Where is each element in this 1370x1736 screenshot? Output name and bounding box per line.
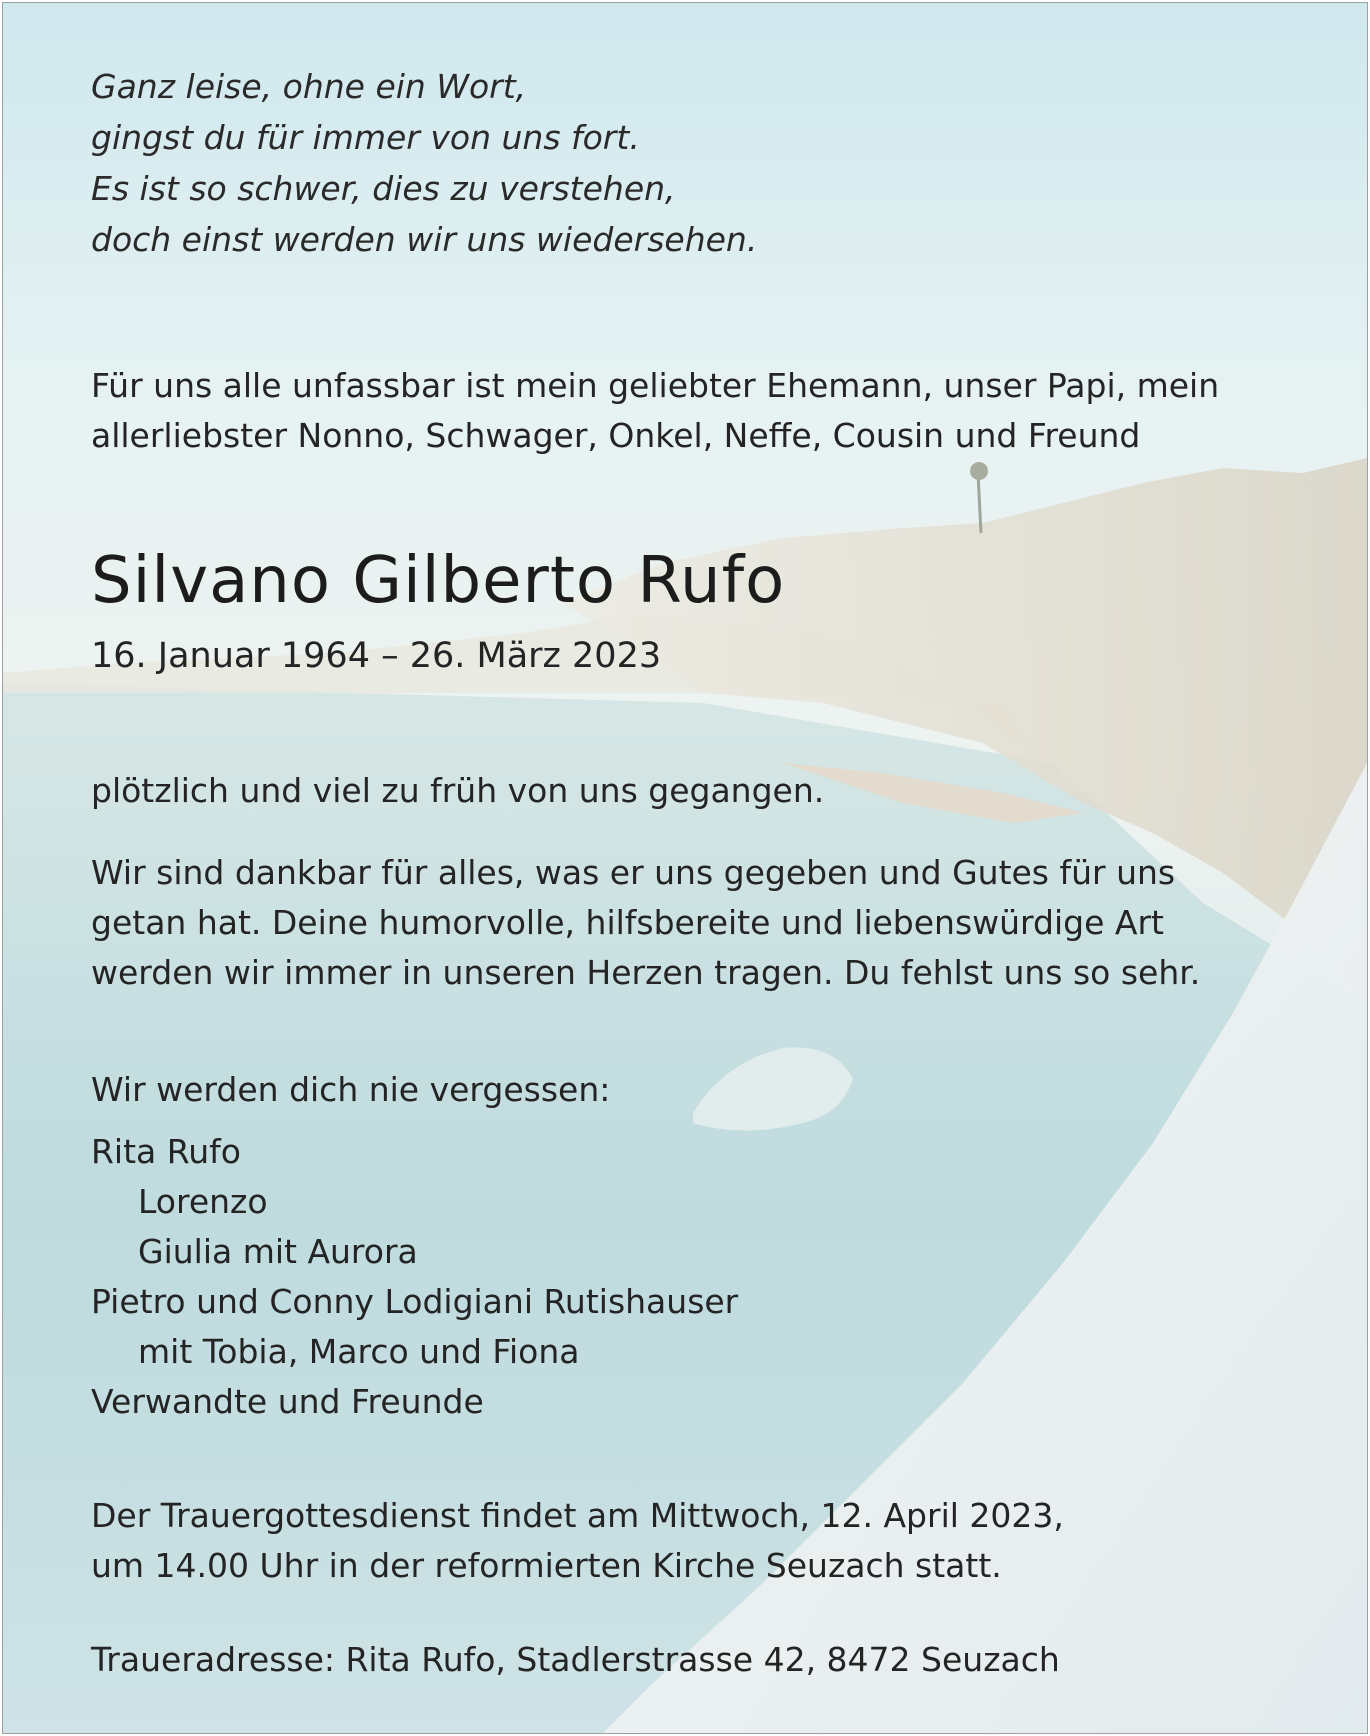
family-member: Lorenzo: [138, 1182, 268, 1221]
poem-line: Es ist so schwer, dies zu verstehen,: [91, 169, 676, 208]
family-member: mit Tobia, Marco und Fiona: [138, 1332, 580, 1371]
obituary-card: [2, 2, 1368, 1734]
intro-paragraph: [91, 361, 1219, 461]
family-member: Pietro und Conny Lodigiani Rutishauser: [91, 1282, 739, 1321]
mourning-address: Traueradresse: Rita Rufo, Stadlerstrasse 42, 8472 Seuzach: [91, 1640, 1060, 1679]
family-member: Verwandte und Freunde: [91, 1382, 484, 1421]
family-member: Giulia mit Aurora: [138, 1232, 418, 1271]
service-line: Der Trauergottesdienst findet am Mittwoch, 12. April 2023,: [91, 1496, 1064, 1535]
thanks-line: werden wir immer in unseren Herzen tragen. Du fehlst uns so sehr.: [91, 953, 1201, 992]
service-info: [91, 1491, 1064, 1591]
poem-line: Ganz leise, ohne ein Wort,: [91, 67, 527, 106]
poem: [91, 61, 757, 265]
poem-line: doch einst werden wir uns wiedersehen.: [91, 220, 758, 259]
memory-line: Wir werden dich nie vergessen:: [91, 1070, 611, 1109]
service-line: um 14.00 Uhr in der reformierten Kirche Seuzach statt.: [91, 1546, 1002, 1585]
family-member: Rita Rufo: [91, 1132, 241, 1171]
intro-line: allerliebster Nonno, Schwager, Onkel, Neffe, Cousin und Freund: [91, 416, 1141, 455]
passing-text: plötzlich und viel zu früh von uns gegangen.: [91, 771, 825, 810]
intro-line: Für uns alle unfassbar ist mein geliebter Ehemann, unser Papi, mein: [91, 366, 1220, 405]
thanks-paragraph: [91, 848, 1200, 998]
family-list: [91, 1127, 738, 1427]
thanks-line: getan hat. Deine humorvolle, hilfsbereite und liebenswürdige Art: [91, 903, 1164, 942]
life-dates: 16. Januar 1964 – 26. März 2023: [91, 636, 662, 676]
palm-tree-crown: [970, 462, 988, 480]
thanks-line: Wir sind dankbar für alles, was er uns gegeben und Gutes für uns: [91, 853, 1176, 892]
deceased-name: Silvano Gilberto Rufo: [91, 544, 786, 618]
poem-line: gingst du für immer von uns fort.: [91, 118, 640, 157]
